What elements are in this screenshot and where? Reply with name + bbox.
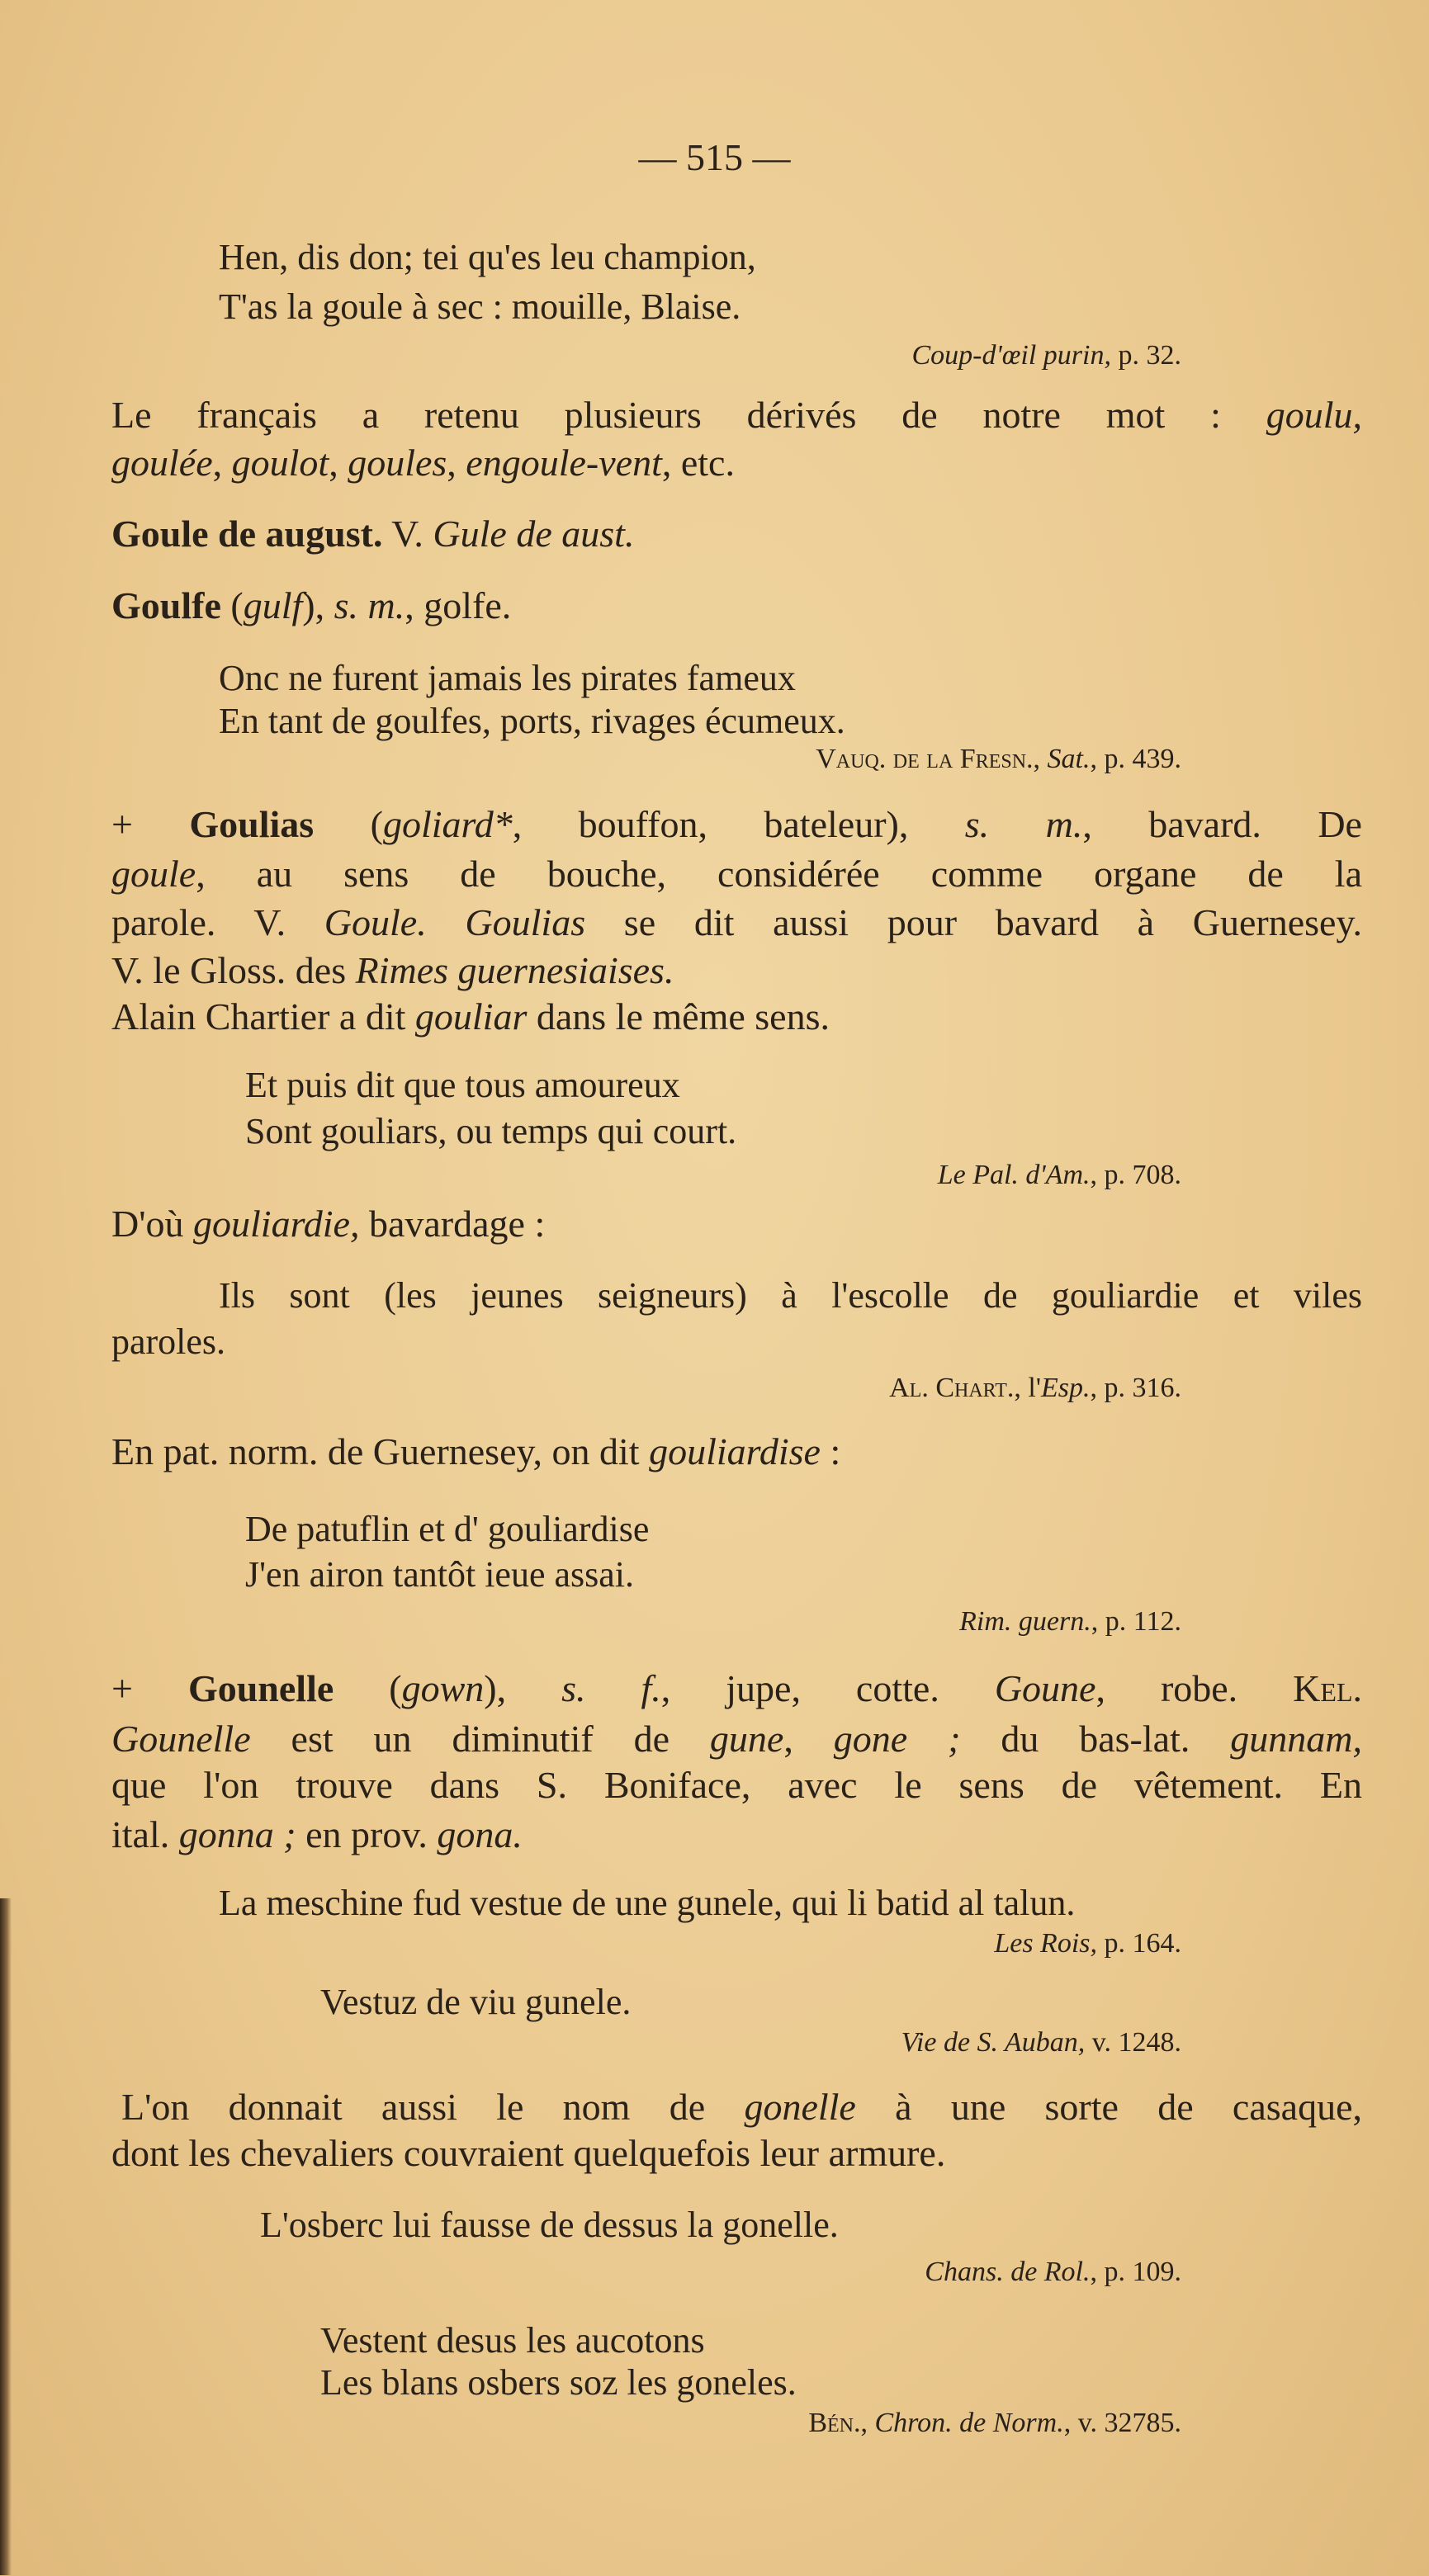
text-segment: Rimes guernesiaises.: [355, 949, 674, 991]
text-segment: goules: [348, 442, 447, 484]
verse-line: [245, 1067, 680, 1104]
text-segment: engoule-vent: [466, 442, 662, 484]
text-segment: ),: [484, 1667, 562, 1709]
citation-line: [889, 1374, 1181, 1402]
citation-line: [816, 745, 1181, 773]
headword: Goule de august.: [111, 513, 383, 555]
text-line: [111, 1720, 1362, 1758]
text-line: [111, 949, 1362, 991]
text-segment: (: [314, 803, 383, 845]
text-segment: parole. V.: [111, 901, 324, 943]
text-segment: Vie de S. Auban,: [901, 2027, 1086, 2058]
text-segment: V. le Gloss. des: [111, 949, 356, 991]
text-line: [111, 1813, 1362, 1855]
text-segment: gonna ;: [178, 1813, 296, 1855]
text-segment: (: [220, 584, 244, 626]
text-segment: Goule. Goulias: [324, 901, 586, 943]
text-line: [219, 1275, 1362, 1316]
text-segment: p. 164.: [1097, 1928, 1181, 1959]
text-segment: Ils sont (les jeunes seigneurs) à l'escolle de gouliardie et viles: [219, 1275, 1362, 1316]
verse-line: [320, 2320, 705, 2361]
page-edge-shadow: [0, 1898, 12, 2575]
text-segment: Al. Chart.: [889, 1373, 1015, 1403]
text-segment: s. f.: [561, 1667, 661, 1709]
text-segment: , bavard. De: [1082, 803, 1362, 845]
text-segment: est un diminutif de: [250, 1718, 710, 1760]
text-line: [121, 2088, 1362, 2126]
text-segment: , bouffon, bateleur),: [512, 803, 965, 845]
text-segment: , p. 439.: [1090, 744, 1181, 774]
text-segment: Les blans osbers soz les goneles.: [320, 2362, 797, 2403]
text-segment: ital.: [111, 1813, 179, 1855]
text-segment: Vestuz de viu gunele.: [320, 1982, 632, 2022]
text-segment: , au sens de bouche, considérée comme organe de la: [196, 853, 1362, 895]
text-line: [111, 855, 1362, 893]
text-segment: ,: [212, 442, 232, 484]
text-segment: , jupe, cotte.: [660, 1667, 995, 1709]
headword: Goulias: [189, 803, 315, 845]
text-segment: , golfe.: [405, 584, 512, 626]
text-segment: p. 32.: [1111, 340, 1181, 371]
text-segment: D'où: [111, 1203, 194, 1245]
text-line: [111, 396, 1362, 434]
text-segment: , p. 109.: [1090, 2257, 1181, 2287]
text-segment: Les Rois,: [994, 1928, 1097, 1959]
text-line: [111, 2134, 1362, 2172]
text-segment: , etc.: [661, 442, 735, 484]
text-segment: Bén.: [808, 2408, 861, 2438]
text-segment: Esp.: [1041, 1373, 1091, 1403]
text-segment: bavardage :: [359, 1203, 546, 1245]
text-line: [111, 1321, 1362, 1362]
text-line: [111, 444, 1362, 482]
text-segment: Hen, dis don; tei qu'es leu champion,: [219, 237, 756, 277]
text-segment: gouliar: [414, 995, 528, 1037]
text-segment: Vauq. de la Fresn.: [816, 744, 1034, 774]
verse-line: [219, 286, 741, 327]
citation-line: [808, 2409, 1181, 2437]
verse-line: [219, 660, 796, 697]
text-segment: gulf: [243, 584, 303, 626]
text-segment: goule: [111, 853, 196, 895]
text-segment: ,: [329, 442, 348, 484]
verse-line: [320, 1984, 631, 2021]
text-segment: goliard*: [382, 803, 513, 845]
verse-line: [245, 1511, 649, 1548]
text-segment: ,: [447, 442, 466, 484]
text-segment: La meschine fud vestue de une gunele, qui li batid al talun.: [219, 1883, 1076, 1923]
text-segment: :: [820, 1430, 841, 1472]
text-segment: Sat.: [1047, 744, 1091, 774]
cross-mark: +: [111, 803, 190, 845]
text-segment: gonelle: [744, 2086, 856, 2128]
text-segment: que l'on trouve dans S. Boniface, avec le sens de vêtement. En: [111, 1764, 1362, 1806]
text-segment: paroles.: [111, 1321, 226, 1362]
text-segment: Gule de aust.: [433, 513, 635, 555]
text-segment: en prov.: [296, 1813, 438, 1855]
text-segment: De patuflin et d' gouliardise: [245, 1509, 650, 1549]
verse-line: [245, 1113, 736, 1150]
text-segment: gune: [709, 1718, 784, 1760]
text-segment: gona.: [437, 1813, 523, 1855]
text-segment: V.: [382, 513, 433, 555]
text-segment: dans le même sens.: [527, 995, 830, 1037]
text-segment: , p. 316.: [1090, 1373, 1181, 1403]
headword: Gounelle: [187, 1667, 334, 1709]
citation-line: [959, 1608, 1181, 1636]
text-segment: Onc ne furent jamais les pirates fameux: [219, 658, 796, 698]
verse-line: [320, 2362, 797, 2403]
text-line: [111, 1205, 1362, 1243]
text-line: [111, 1667, 1362, 1709]
text-segment: gouliardise: [649, 1430, 821, 1472]
text-segment: , p. 112.: [1091, 1606, 1181, 1637]
text-line: [111, 901, 1362, 943]
cross-mark: +: [111, 1667, 188, 1709]
page-number: — 515 —: [638, 136, 791, 178]
text-segment: gone ;: [833, 1718, 961, 1760]
text-segment: Et puis dit que tous amoureux: [245, 1065, 680, 1105]
text-segment: goulu,: [1266, 394, 1362, 436]
text-segment: ,: [860, 2408, 875, 2438]
text-segment: Chron. de Norm.: [874, 2408, 1064, 2438]
text-segment: Goune: [994, 1667, 1096, 1709]
text-line: [111, 515, 1362, 553]
text-segment: Rim. guern.: [959, 1606, 1091, 1637]
text-segment: En pat. norm. de Guernesey, on dit: [111, 1430, 650, 1472]
text-segment: gunnam,: [1230, 1718, 1362, 1760]
verse-line: [260, 2207, 839, 2243]
text-segment: se dit aussi pour bavard à Guernesey.: [585, 901, 1362, 943]
text-segment: s. m.: [334, 584, 405, 626]
text-segment: ,: [783, 1718, 834, 1760]
verse-line: [219, 239, 756, 276]
text-segment: Sont gouliars, ou temps qui court.: [245, 1111, 737, 1151]
text-segment: , v. 32785.: [1063, 2408, 1181, 2438]
text-segment: L'on donnait aussi le nom de: [121, 2086, 745, 2128]
text-segment: Gounelle: [111, 1718, 251, 1760]
text-segment: Vestent desus les aucotons: [320, 2320, 705, 2361]
text-segment: Alain Chartier a dit: [111, 995, 415, 1037]
text-segment: J'en airon tantôt ieue assai.: [245, 1554, 635, 1595]
text-segment: du bas-lat.: [960, 1718, 1231, 1760]
text-segment: En tant de goulfes, ports, rivages écumeux.: [219, 701, 845, 741]
text-segment: à une sorte de casaque,: [855, 2086, 1362, 2128]
text-segment: dont les chevaliers couvraient quelquefois leur armure.: [111, 2132, 946, 2174]
text-line: [111, 803, 1362, 845]
text-segment: ),: [302, 584, 334, 626]
text-line: [111, 1430, 1362, 1472]
text-segment: Chans. de Rol.: [925, 2257, 1091, 2287]
text-segment: Coup-d'œil purin,: [911, 340, 1111, 371]
text-segment: , robe.: [1095, 1667, 1294, 1709]
text-segment: T'as la goule à sec : mouille, Blaise.: [219, 286, 741, 327]
citation-line: [938, 1161, 1181, 1189]
text-segment: goulot: [231, 442, 329, 484]
text-segment: L'osberc lui fausse de dessus la gonelle.: [260, 2205, 839, 2245]
headword: Goulfe: [111, 584, 221, 626]
citation-line: [901, 2029, 1181, 2057]
text-segment: , p. 708.: [1090, 1160, 1181, 1190]
text-segment: goulée: [111, 442, 213, 484]
text-line: [111, 584, 1362, 626]
text-segment: v. 1248.: [1085, 2027, 1181, 2058]
text-segment: , l': [1014, 1373, 1041, 1403]
citation-line: [994, 1930, 1181, 1958]
text-line: [111, 1766, 1362, 1804]
citation-line: [911, 342, 1181, 370]
text-segment: s. m.: [964, 803, 1083, 845]
verse-line: [219, 1885, 1075, 1921]
text-segment: Le français a retenu plusieurs dérivés de notre mot :: [111, 394, 1266, 436]
text-segment: Le Pal. d'Am.: [937, 1160, 1091, 1190]
citation-line: [925, 2258, 1181, 2286]
text-segment: gouliardie,: [193, 1203, 360, 1245]
text-segment: gown: [401, 1667, 485, 1709]
verse-line: [245, 1554, 635, 1595]
text-segment: Kel.: [1293, 1667, 1362, 1709]
text-line: [111, 995, 1362, 1037]
text-segment: ,: [1033, 744, 1048, 774]
verse-line: [219, 703, 845, 740]
text-segment: (: [334, 1667, 402, 1709]
